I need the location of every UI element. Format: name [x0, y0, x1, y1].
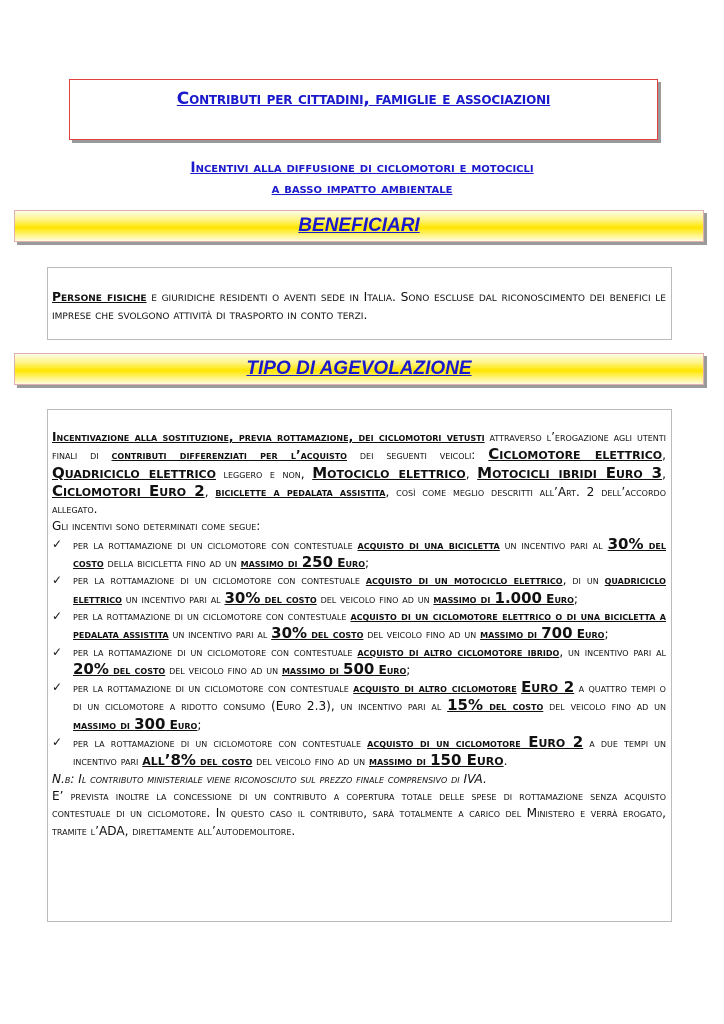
text-span: per la rottamazione di un ciclomotore con contestuale	[73, 537, 358, 552]
intro-paragraph	[52, 429, 666, 518]
sep: ,	[662, 466, 666, 481]
text-span: Euro	[333, 556, 365, 571]
text-span: all’8%	[142, 751, 196, 770]
vehicle-motocicli-ibridi: Motocicli ibridi Euro 3	[477, 463, 663, 482]
text-span: a due tempi un incentivo pari	[73, 736, 666, 769]
text-span: un incentivo pari al	[168, 627, 272, 642]
text-span: del veicolo fino ad un	[252, 754, 369, 769]
list-item-text	[73, 536, 666, 573]
text-span: , di un	[562, 573, 605, 588]
intro-text-3: , così come meglio descritti all’Art. 2 dell’accordo allegato.	[52, 484, 666, 517]
text-span: acquisto di altro ciclomotore ibrido	[357, 644, 560, 659]
text-span: .	[503, 754, 508, 769]
text-span: per la rottamazione di un ciclomotore con contestuale	[73, 736, 368, 751]
beneficiari-heading: BENEFICIARI	[298, 215, 420, 236]
text-span: Euro	[374, 662, 407, 677]
text-span: un incentivo pari al	[499, 537, 608, 552]
text-span: ;	[573, 591, 578, 606]
vehicle-biciclette: biciclette a pedalata assistita	[215, 484, 386, 499]
text-span: massimo di	[433, 591, 495, 606]
intro-lead: Incentivazione alla sostituzione, previa rottamazione, dei ciclomotori vetusti	[52, 430, 485, 444]
text-span: del veicolo fino ad un	[363, 627, 481, 642]
text-span: del costo	[195, 754, 253, 769]
list-item-text	[73, 679, 666, 734]
check-icon: ✓	[52, 680, 63, 695]
text-span: acquisto di un motociclo elettrico	[365, 573, 563, 588]
nb-note: N.b: Il contributo ministeriale viene riconosciuto sul prezzo finale comprensivo di IVA.	[52, 771, 487, 786]
text-span: acquisto di altro ciclomotore	[353, 681, 517, 696]
vehicle-ciclomotori-euro2: Ciclomotori Euro 2	[52, 481, 205, 500]
text-span: del costo	[73, 537, 666, 571]
beneficiari-banner	[14, 210, 704, 242]
list-item	[52, 679, 666, 734]
sep: ,	[204, 484, 216, 499]
intro-contributi: contributi differenziati per l’acquisto	[111, 448, 347, 463]
text-span: del costo	[483, 699, 544, 714]
text-span: massimo di	[281, 662, 344, 677]
text-span: Euro 2	[521, 678, 575, 697]
text-span: 30%	[271, 624, 308, 643]
page-subtitle	[60, 158, 664, 200]
text-span: Euro 2	[520, 733, 584, 752]
text-span: , un incentivo pari al	[559, 644, 666, 659]
text-span: 250	[301, 553, 334, 572]
list-item-text	[73, 644, 666, 680]
text-span: 300	[134, 714, 166, 733]
subtitle-line-1: Incentivi alla diffusione di ciclomotori e motocicli	[190, 160, 534, 176]
list-item-text	[73, 734, 666, 771]
text-span: 15%	[447, 696, 484, 715]
text-span: per la rottamazione di un ciclomotore con contestuale	[73, 608, 351, 623]
text-span: Euro	[165, 717, 198, 732]
list-item	[52, 734, 666, 771]
text-span: Euro	[541, 591, 574, 606]
page-title: Contributi per cittadini, famiglie e associazioni	[176, 89, 551, 109]
text-span: un incentivo pari al	[121, 591, 225, 606]
text-span: 30%	[607, 534, 644, 553]
text-span: della bicicletta fino ad un	[103, 556, 241, 571]
text-span: 150	[430, 751, 462, 770]
text-span: 500	[343, 659, 375, 678]
text-span: del costo	[307, 627, 364, 642]
text-span: per la rottamazione di un ciclomotore con contestuale	[73, 573, 366, 588]
text-span: ;	[365, 556, 370, 571]
text-span: 1.000	[494, 588, 542, 607]
text-span: 30%	[224, 588, 261, 607]
text-span: del veicolo fino ad un	[165, 662, 282, 677]
check-icon: ✓	[52, 735, 63, 750]
agevolazione-heading: TIPO DI AGEVOLAZIONE	[246, 358, 472, 379]
list-item-text	[73, 572, 666, 608]
list-item-text	[73, 608, 666, 644]
text-span: 700	[541, 624, 573, 643]
text-span: Euro	[461, 751, 504, 770]
text-span: massimo di	[368, 754, 431, 769]
vehicle-quadriciclo-elettrico: Quadriciclo elettrico	[52, 463, 216, 482]
text-span: del veicolo fino ad un	[316, 591, 434, 606]
text-span: per la rottamazione di un ciclomotore con contestuale	[73, 681, 354, 696]
vehicle-motociclo-elettrico: Motociclo elettrico	[312, 463, 466, 482]
text-span: del costo	[108, 662, 166, 677]
text-span: del veicolo fino ad un	[543, 699, 666, 714]
beneficiari-box	[47, 267, 672, 340]
title-box	[69, 79, 658, 140]
text-span: acquisto di un ciclomotore	[367, 736, 521, 751]
sep: leggero e non,	[215, 466, 313, 481]
text-span: 20%	[73, 659, 109, 678]
text-span: acquisto di una bicicletta	[357, 537, 500, 552]
beneficiari-body: e giuridiche residenti o aventi sede in Italia. Sono escluse dal riconoscimento dei benefici le imprese che svolgono attività di trasporto in conto terzi.	[52, 290, 666, 322]
vehicle-ciclomotore-elettrico: Ciclomotore elettrico	[488, 445, 663, 464]
list-item	[52, 536, 666, 573]
check-icon: ✓	[52, 573, 63, 588]
text-span: acquisto di un ciclomotore elettrico o di una bicicletta a pedalata assistita	[73, 608, 666, 642]
intro-text-2: dei seguenti veicoli:	[346, 448, 489, 463]
agevolazione-box	[47, 409, 672, 922]
text-span: massimo di	[73, 717, 135, 732]
check-icon: ✓	[52, 536, 63, 551]
list-item	[52, 608, 666, 644]
closing-paragraph: E’ prevista inoltre la concessione di un contributo a copertura totale delle spese di rottamazione senza acquisto contestuale di un ciclomotore. In questo caso il contributo, sarà totalmente a carico del Ministero e verrà erogato, tramite l’ADA, direttamente all’autodemolitore.	[52, 788, 666, 838]
list-item	[52, 644, 666, 680]
text-span: del costo	[260, 591, 317, 606]
text-span: quadriciclo elettrico	[73, 573, 666, 606]
text-span: massimo di	[240, 556, 302, 571]
text-span: ;	[197, 717, 202, 732]
subtitle-line-2: a basso impatto ambientale	[271, 181, 453, 197]
text-span: massimo di	[480, 627, 542, 642]
beneficiari-text	[52, 288, 666, 324]
determinati-text: Gli incentivi sono determinati come segue:	[52, 519, 261, 534]
check-icon: ✓	[52, 644, 63, 659]
agevolazione-banner	[14, 353, 704, 385]
check-icon: ✓	[52, 608, 63, 623]
intro-text-1: attraverso l’erogazione agli utenti finali di	[52, 430, 666, 463]
text-span: ;	[406, 662, 411, 677]
list-item	[52, 572, 666, 608]
text-span: ;	[604, 627, 609, 642]
sep: ,	[465, 466, 478, 481]
text-span: Euro	[572, 627, 605, 642]
sep: ,	[662, 448, 666, 463]
beneficiari-lead: Persone fisiche	[52, 290, 147, 304]
text-span: per la rottamazione di un ciclomotore con contestuale	[73, 644, 358, 659]
text-span: a quattro tempi o di un ciclomotore a ridotto consumo (Euro 2.3), un incentivo pari al	[73, 681, 666, 714]
